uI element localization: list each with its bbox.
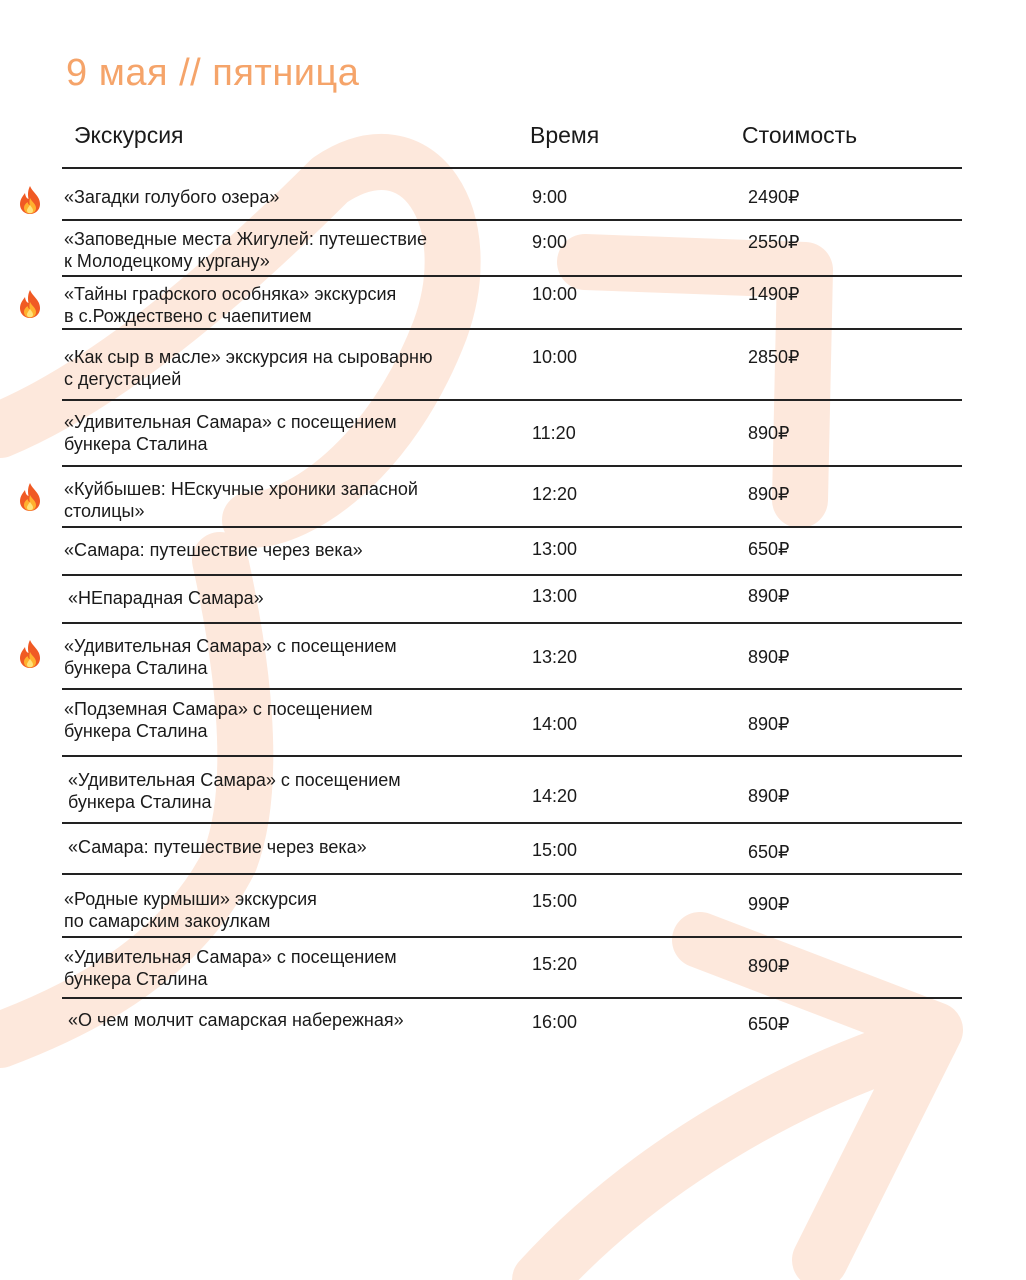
excursion-name: «НЕпарадная Самара» — [68, 588, 264, 608]
table-row — [0, 690, 1026, 757]
excursion-time: 16:00 — [532, 1012, 578, 1032]
excursion-name: «Загадки голубого озера» — [64, 187, 280, 207]
excursion-price: 890₽ — [748, 484, 790, 504]
excursion-time: 13:20 — [532, 647, 578, 667]
excursion-time: 14:00 — [532, 714, 578, 734]
table-row — [0, 938, 1026, 999]
table-row — [0, 528, 1026, 576]
fire-icon — [17, 289, 43, 319]
excursion-price: 2850₽ — [748, 347, 800, 367]
excursion-time: 15:20 — [532, 954, 578, 974]
excursion-price: 1490₽ — [748, 284, 800, 304]
excursion-price: 890₽ — [748, 647, 790, 667]
excursion-time: 9:00 — [532, 187, 568, 207]
table-row — [0, 330, 1026, 401]
excursion-name: «Удивительная Самара» с посещением бункера Сталина — [64, 412, 397, 454]
excursion-price: 890₽ — [748, 714, 790, 734]
excursion-name: «Удивительная Самара» с посещением бункера Сталина — [64, 947, 397, 989]
excursion-time: 15:00 — [532, 840, 578, 860]
excursion-time: 10:00 — [532, 284, 578, 304]
column-header-excursion: Экскурсия — [74, 122, 184, 148]
excursion-name: «О чем молчит самарская набережная» — [68, 1010, 404, 1030]
table-row — [0, 824, 1026, 875]
excursion-time: 9:00 — [532, 232, 568, 252]
excursion-price: 890₽ — [748, 956, 790, 976]
column-header-price: Стоимость — [742, 122, 858, 148]
excursion-name: «Самара: путешествие через века» — [68, 837, 367, 857]
excursion-name: «Заповедные места Жигулей: путешествие к Молодецкому кургану» — [64, 229, 427, 271]
excursion-price: 890₽ — [748, 786, 790, 806]
excursion-name: «Тайны графского особняка» экскурсия в с.Рождествено с чаепитием — [64, 284, 397, 326]
excursion-price: 650₽ — [748, 539, 790, 559]
excursion-name: «Родные курмыши» экскурсия по самарским закоулкам — [64, 889, 317, 931]
table-row — [0, 624, 1026, 690]
excursion-time: 14:20 — [532, 786, 578, 806]
excursion-time: 10:00 — [532, 347, 578, 367]
excursion-time: 12:20 — [532, 484, 578, 504]
excursion-name: «Удивительная Самара» с посещением бункера Сталина — [64, 636, 397, 678]
table-row — [0, 401, 1026, 467]
excursion-price: 650₽ — [748, 1014, 790, 1034]
excursion-time: 11:20 — [532, 423, 576, 443]
excursion-time: 15:00 — [532, 891, 578, 911]
excursion-price: 2550₽ — [748, 232, 800, 252]
excursion-name: «Удивительная Самара» с посещением бункера Сталина — [68, 770, 401, 812]
excursion-price: 650₽ — [748, 842, 790, 862]
table-row — [0, 277, 1026, 330]
fire-icon — [17, 639, 43, 669]
table-row — [0, 875, 1026, 938]
excursion-name: «Самара: путешествие через века» — [64, 540, 363, 560]
table-row — [0, 221, 1026, 277]
excursion-price: 2490₽ — [748, 187, 800, 207]
excursion-name: «Подземная Самара» с посещением бункера Сталина — [64, 699, 373, 741]
excursion-name: «Как сыр в масле» экскурсия на сыроварню с дегустацией — [64, 347, 433, 389]
column-header-time: Время — [530, 122, 600, 148]
excursion-price: 990₽ — [748, 894, 790, 914]
excursion-price: 890₽ — [748, 586, 790, 606]
table-row — [0, 757, 1026, 824]
table-row — [0, 576, 1026, 624]
page-title: 9 мая // пятница — [66, 52, 360, 94]
fire-icon — [17, 185, 43, 215]
fire-icon — [17, 482, 43, 512]
excursion-name: «Куйбышев: НЕскучные хроники запасной столицы» — [64, 479, 418, 521]
table-row — [0, 999, 1026, 1051]
table-row — [0, 169, 1026, 221]
excursion-price: 890₽ — [748, 423, 790, 443]
table-row — [0, 467, 1026, 528]
excursion-time: 13:00 — [532, 539, 578, 559]
excursion-time: 13:00 — [532, 586, 578, 606]
